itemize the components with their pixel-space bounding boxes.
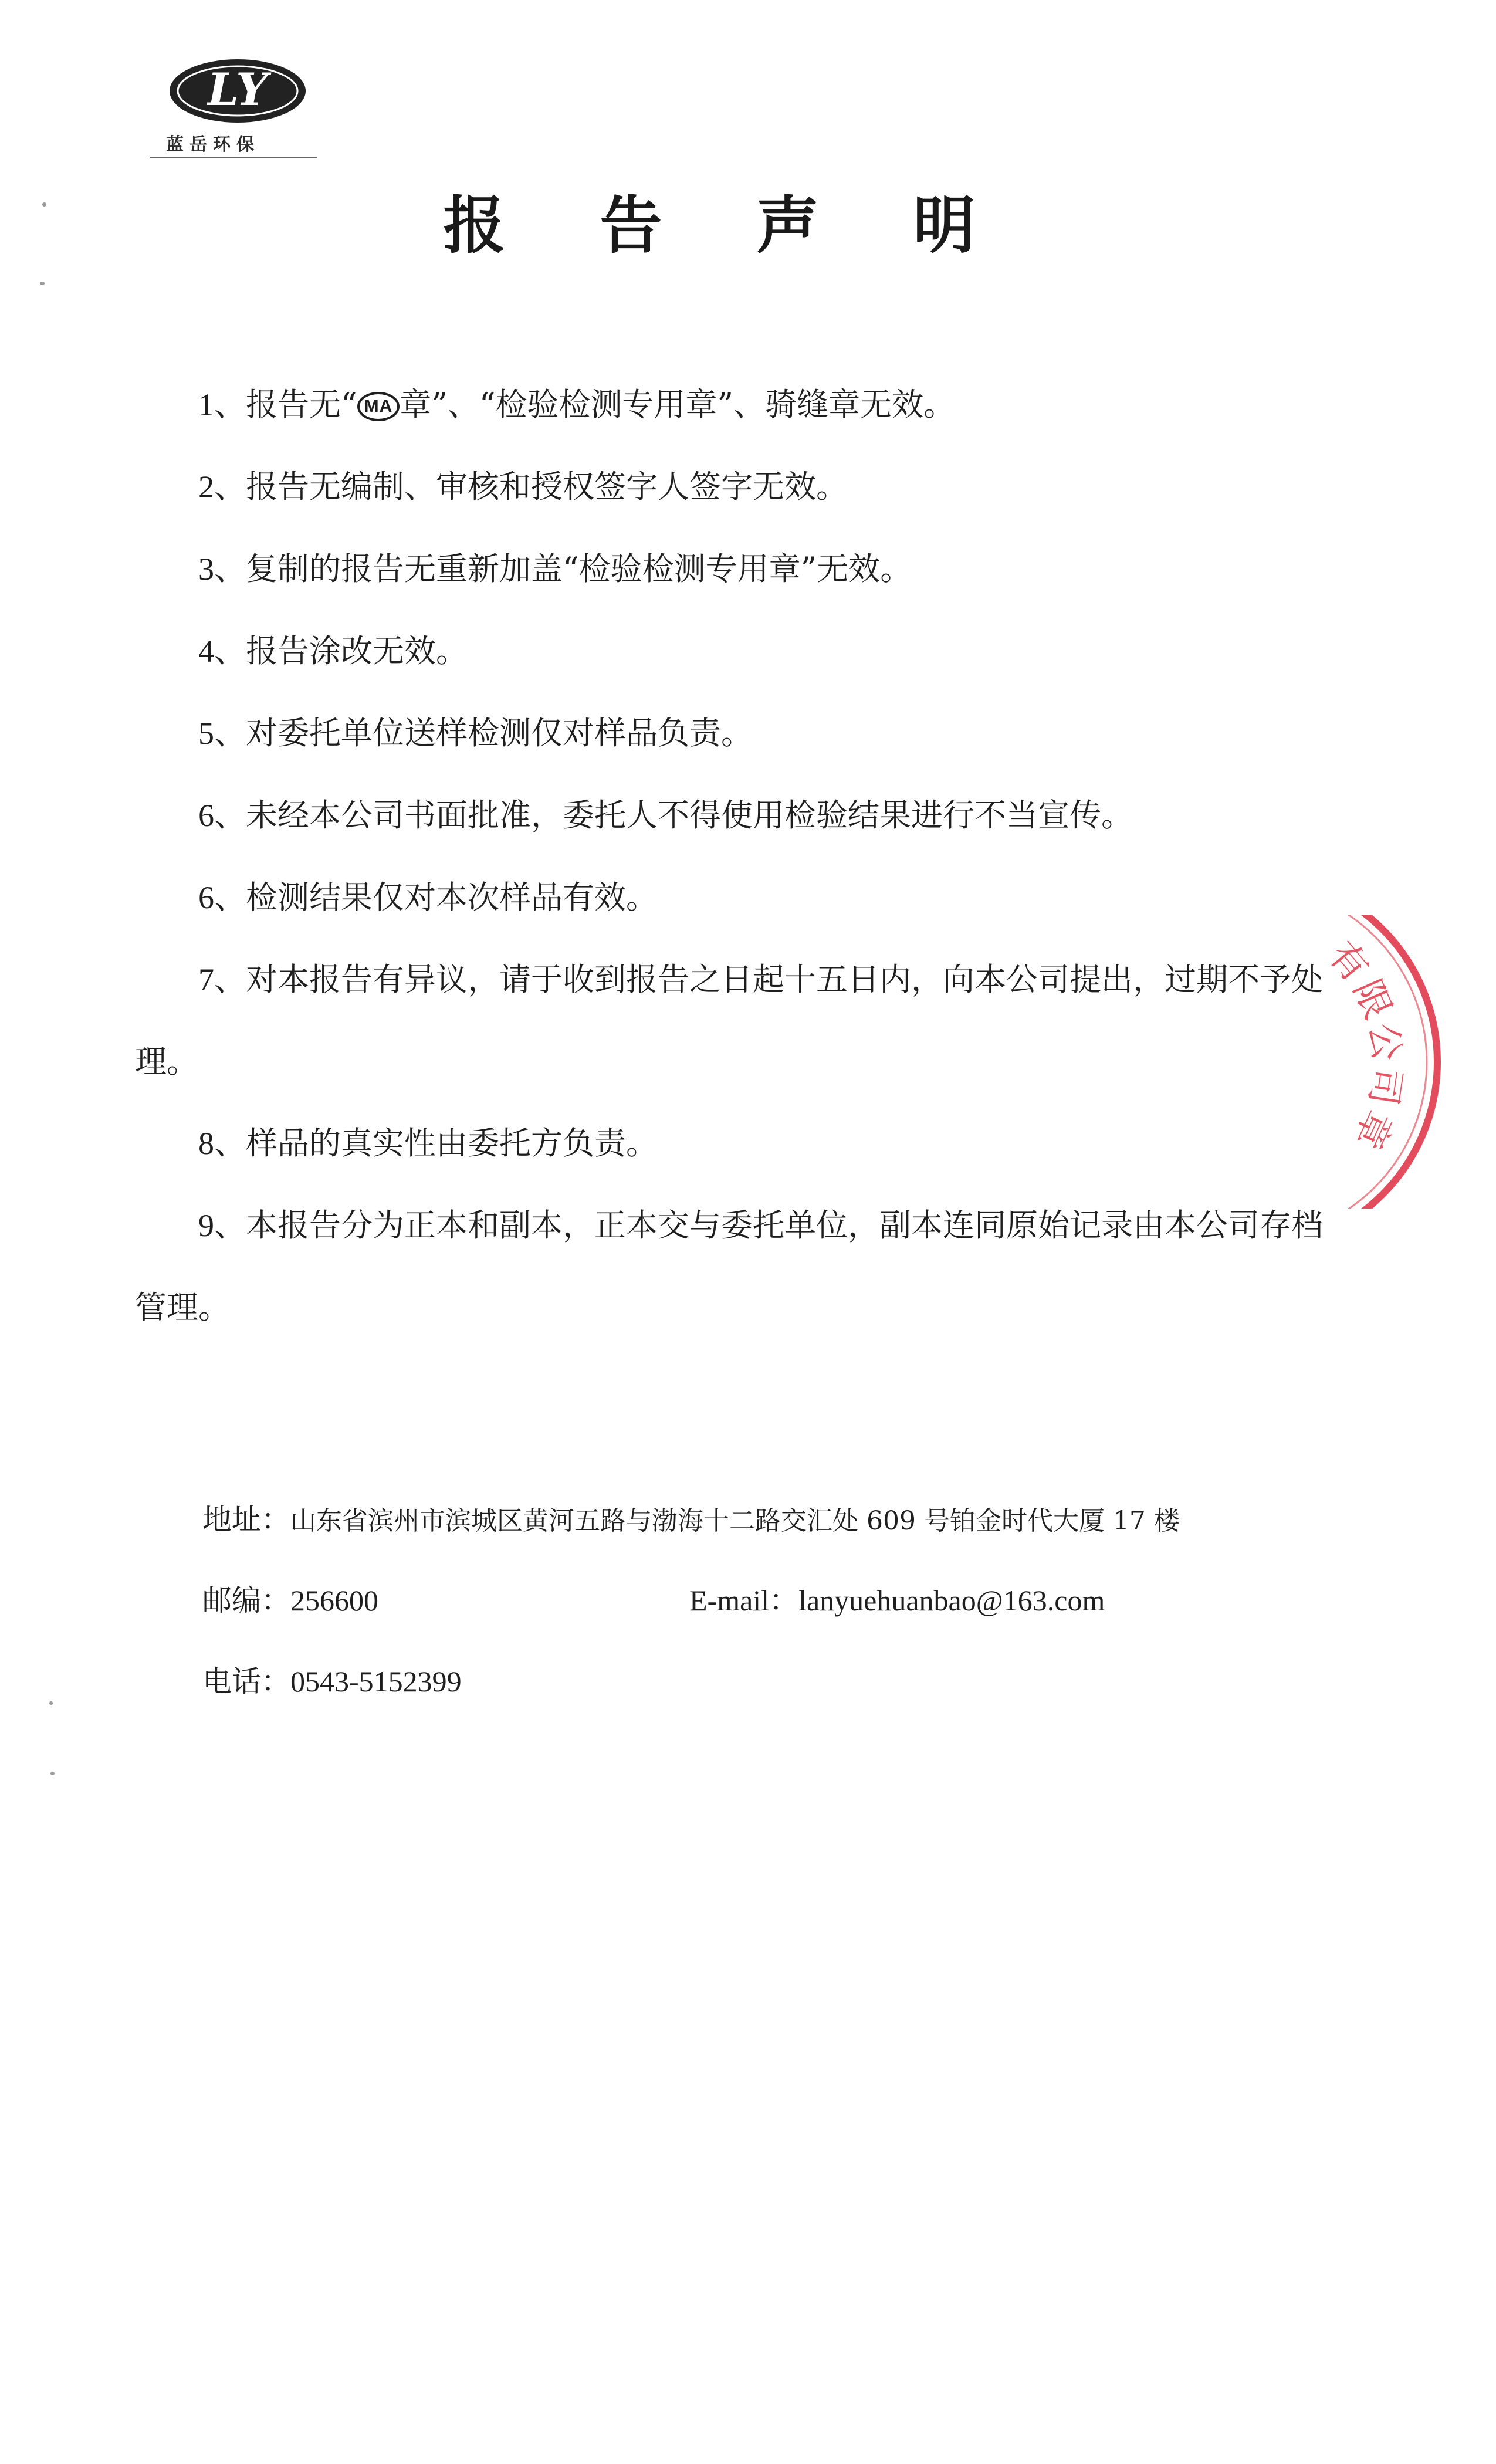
statement-item (135, 364, 1338, 446)
scan-speck (40, 282, 45, 285)
statement-item (135, 939, 1338, 1102)
statement-number: 8 (198, 1126, 214, 1161)
statement-item (135, 692, 1338, 774)
ly-logo-icon (167, 56, 308, 126)
statement-separator: 、 (214, 961, 246, 998)
statement-item (135, 774, 1338, 857)
phone-row (202, 1658, 1346, 1739)
logo-mark-text: LY (207, 63, 268, 116)
email-label: E-mail： (689, 1584, 799, 1617)
statement-item (135, 857, 1338, 939)
statement-number: 4 (198, 634, 214, 669)
email-block (689, 1577, 1105, 1624)
address-row (202, 1496, 1346, 1577)
statement-number: 5 (198, 716, 214, 751)
statement-separator: 、 (214, 879, 246, 916)
statement-text: 样品的真实性由委托方负责。 (246, 1125, 658, 1162)
logo-divider (150, 157, 317, 158)
scan-speck (42, 202, 46, 207)
statement-item (135, 528, 1338, 610)
address-label: 地址： (202, 1502, 290, 1536)
statement-text: 未经本公司书面批准，委托人不得使用检验结果进行不当宣传。 (246, 797, 1133, 834)
statement-text: 本报告分为正本和副本，正本交与委托单位，副本连同原始记录由本公司存档管理。 (135, 1207, 1323, 1326)
statement-separator: 、 (214, 550, 246, 587)
postcode-value: 256600 (290, 1584, 378, 1617)
statement-separator: 、 (214, 1125, 246, 1162)
statement-number: 2 (198, 469, 214, 505)
statement-separator: 、 (214, 468, 246, 505)
statement-item (135, 446, 1338, 528)
statement-item (135, 1102, 1338, 1184)
phone-value: 0543-5152399 (290, 1665, 462, 1698)
statement-number: 3 (198, 551, 214, 587)
statement-separator: 、 (214, 715, 246, 752)
statement-number: 7 (198, 962, 214, 997)
statement-text: 复制的报告无重新加盖“检验检测专用章”无效。 (246, 550, 912, 587)
company-seal-icon (1285, 915, 1496, 1209)
postcode-label: 邮编： (202, 1583, 290, 1617)
page-title: 报 告 声 明 (443, 188, 1012, 262)
statement-number: 9 (198, 1208, 214, 1243)
contact-info (202, 1496, 1346, 1739)
statement-list (135, 364, 1338, 1348)
seal-text: 有限公司章 (1319, 933, 1409, 1159)
scan-speck (50, 1772, 55, 1775)
scan-speck (49, 1701, 53, 1705)
statement-separator: 、 (214, 386, 246, 423)
company-name: 蓝岳环保 (166, 134, 260, 155)
statement-text: 对本报告有异议，请于收到报告之日起十五日内，向本公司提出，过期不予处理。 (135, 961, 1323, 1080)
statement-text: 报告涂改无效。 (246, 632, 468, 669)
company-logo (150, 56, 326, 155)
statement-text-pre: 报告无“ (246, 386, 357, 423)
statement-text: 检测结果仅对本次样品有效。 (246, 879, 658, 916)
cma-mark-icon: MA (357, 392, 400, 421)
statement-text: 对委托单位送样检测仅对样品负责。 (246, 715, 753, 752)
email-value: lanyuehuanbao@163.com (798, 1584, 1105, 1617)
phone-label: 电话： (202, 1664, 290, 1698)
statement-item (135, 1184, 1338, 1348)
statement-item (135, 610, 1338, 692)
statement-text: 报告无编制、审核和授权签字人签字无效。 (246, 468, 848, 505)
statement-text-post: 章”、“检验检测专用章”、骑缝章无效。 (400, 386, 956, 423)
statement-number: 6 (198, 880, 214, 915)
statement-separator: 、 (214, 1207, 246, 1244)
statement-separator: 、 (214, 797, 246, 834)
address-value: 山东省滨州市滨城区黄河五路与渤海十二路交汇处 609 号铂金时代大厦 17 楼 (290, 1506, 1180, 1536)
statement-number: 6 (198, 798, 214, 833)
statement-number: 1 (198, 387, 214, 422)
statement-separator: 、 (214, 632, 246, 669)
postcode-email-row (202, 1577, 1346, 1658)
